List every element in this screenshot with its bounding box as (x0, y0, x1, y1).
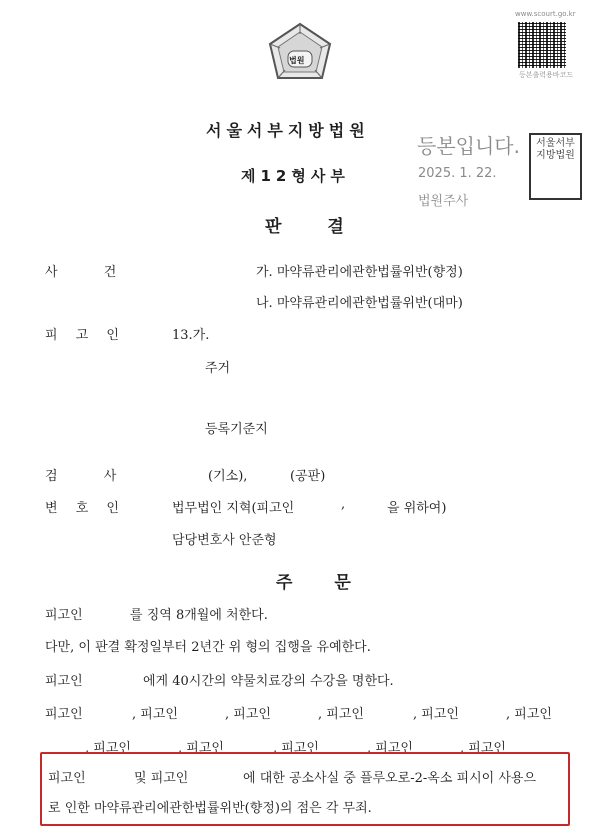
emblem-label: 법원 (289, 56, 305, 65)
order-line2-text: 다만, 이 판결 확정일부터 2년간 위 형의 집행을 유예한다. (45, 640, 371, 655)
defendant-number: 13.가. (172, 328, 210, 343)
document-type: 판 결 (265, 217, 344, 237)
counsel-label: 변 호 인 (45, 501, 119, 516)
acquittal-and-defendant: 및 피고인 (134, 771, 189, 786)
counsel-attorney: 담당변호사 안준형 (172, 533, 277, 548)
court-name: 서울서부지방법원 (206, 121, 370, 140)
defendant-list-item: , 피고인 (460, 741, 506, 756)
defendant-list-item: , 피고인 (178, 741, 224, 756)
court-emblem-icon (262, 22, 338, 82)
order-heading: 주 문 (276, 573, 351, 593)
verification-barcode (518, 22, 566, 68)
certified-copy-stamp: 등본입니다. (417, 134, 520, 158)
order-line1-text: 를 징역 8개월에 처한다. (130, 608, 268, 623)
case-item-b: 나. 마약류관리에관한법률위반(대마) (256, 296, 463, 311)
prosecutor-trial: (공판) (290, 469, 326, 484)
order-line3-defendant: 피고인 (45, 674, 83, 689)
acquittal-line1-text: 에 대한 공소사실 중 플루오로-2-옥소 피시이 사용으 (243, 771, 537, 786)
order-line3-text: 에게 40시간의 약물치료강의 수강을 명한다. (143, 674, 394, 689)
prosecutor-indictment: (기소), (208, 469, 248, 484)
copy-date: 2025. 1. 22. (418, 166, 497, 181)
defendant-list-item: , 피고인 (132, 707, 178, 722)
case-item-a: 가. 마약류관리에관한법률위반(향정) (256, 265, 463, 280)
defendant-list-item: , 피고인 (367, 741, 413, 756)
seal-text: 서울서부지방법원 (536, 138, 575, 161)
defendant-list-item: , 피고인 (413, 707, 459, 722)
defendant-list-item: , 피고인 (318, 707, 364, 722)
order-line1-defendant: 피고인 (45, 608, 83, 623)
prosecutor-label: 검 사 (45, 469, 117, 484)
defendant-label: 피 고 인 (45, 328, 119, 343)
official-seal (529, 133, 582, 200)
acquittal-line2-text: 로 인한 마약류관리에관한법률위반(향정)의 점은 각 무죄. (48, 801, 372, 816)
defendant-list-item: , 피고인 (273, 741, 319, 756)
defendant-list-item: , 피고인 (225, 707, 271, 722)
defendant-list-item: , 피고인 (506, 707, 552, 722)
counsel-for: 을 위하여) (387, 501, 447, 516)
counsel-firm: 법무법인 지혁(피고인 (172, 501, 295, 516)
registry-label: 등록기준지 (205, 422, 268, 437)
barcode-caption: 등본출력용바코드 (519, 71, 574, 79)
copy-officer: 법원주사 (418, 194, 469, 209)
court-website-url: www.scourt.go.kr (515, 10, 576, 18)
court-department: 제12형사부 (241, 167, 350, 185)
counsel-separator: , (341, 497, 346, 512)
acquittal-defendant: 피고인 (48, 771, 86, 786)
defendant-list-item: , 피고인 (85, 741, 131, 756)
address-label: 주거 (205, 361, 231, 376)
case-label: 사 건 (45, 265, 117, 280)
defendant-list-item: 피고인 (45, 707, 83, 722)
